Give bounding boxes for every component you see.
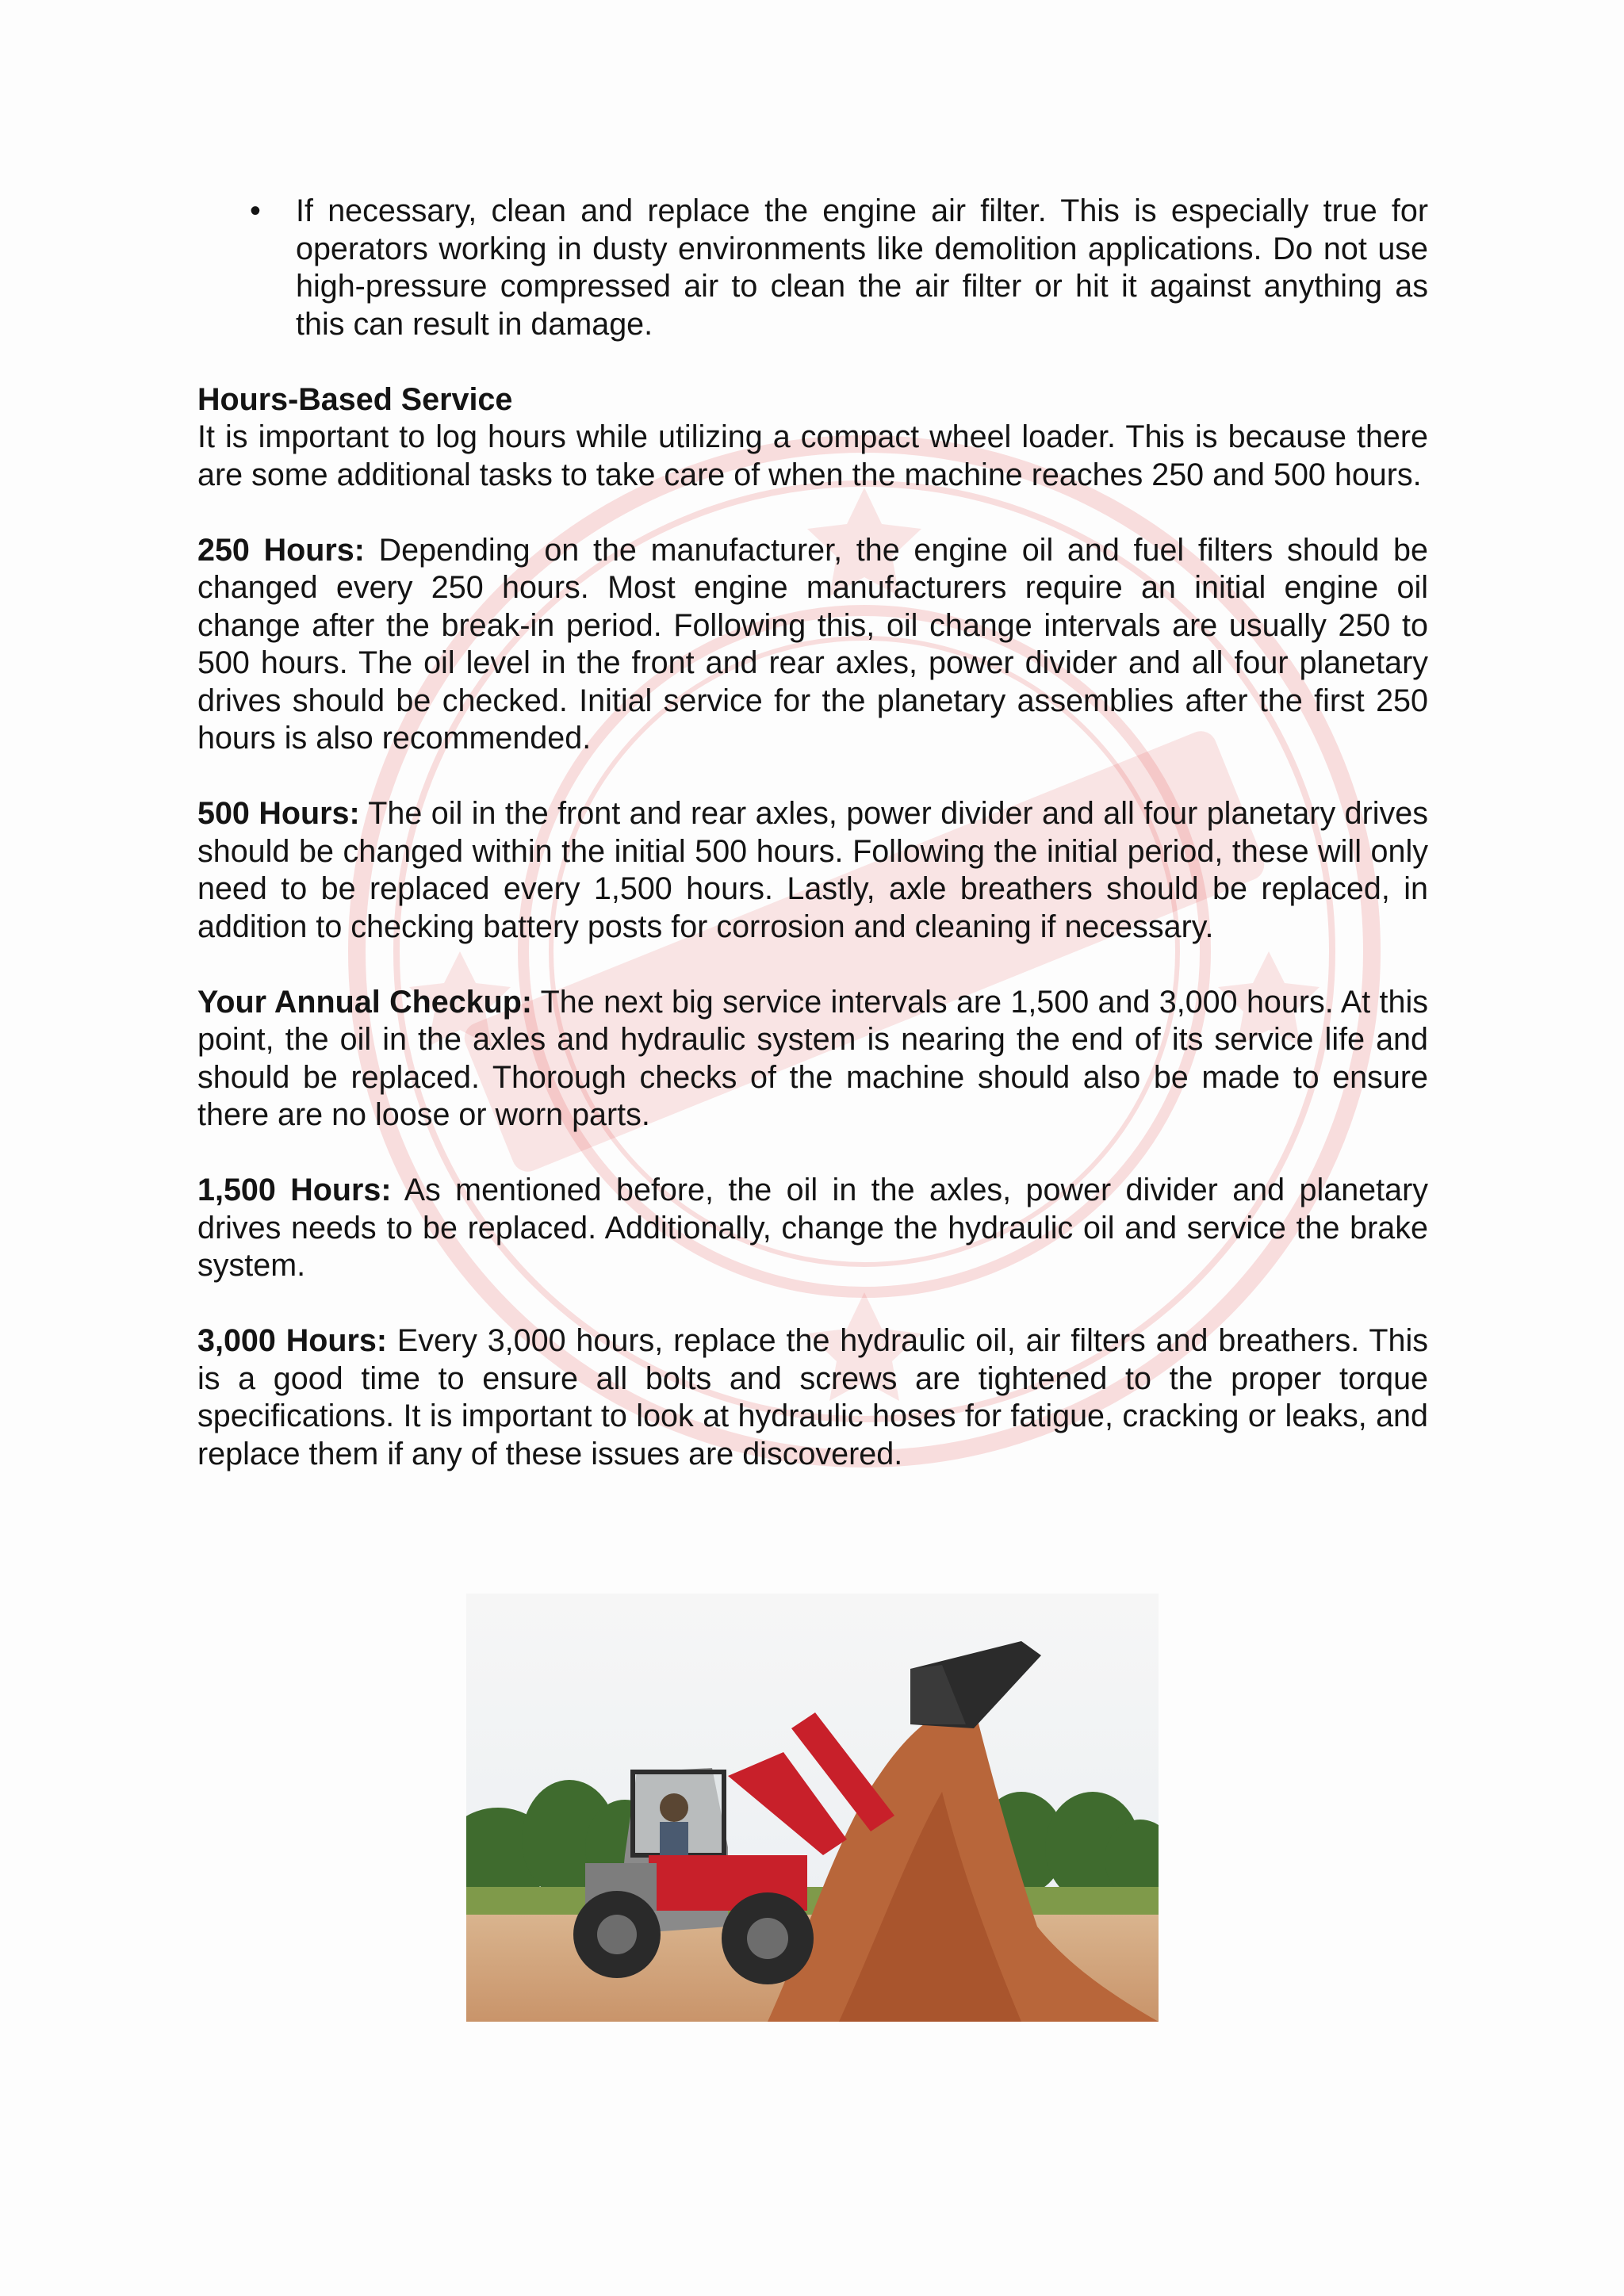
section-annual-checkup	[197, 984, 1428, 1135]
section-label: Your Annual Checkup:	[197, 984, 533, 1020]
section-label: 1,500 Hours:	[197, 1173, 392, 1207]
section-label: 500 Hours:	[197, 796, 360, 831]
hours-based-service-section	[197, 381, 1428, 495]
section-text: It is important to log hours while utilizing a compact wheel loader. This is because there are some additional tasks to take care of when the machine reaches 250 and 500 hours.	[197, 419, 1428, 492]
bullet-item	[197, 193, 1428, 343]
section-heading: Hours-Based Service	[197, 381, 513, 417]
section-text: The next big service intervals are 1,500 and 3,000 hours. At this point, the oil in the axles and hydraulic system is nearing the end of its service life and should be replaced. Thorough checks of the machine should also be made to ensure there are no loose or worn parts.	[197, 984, 1428, 1132]
section-250-hours	[197, 532, 1428, 758]
compact-wheel-loader-photo	[466, 1594, 1159, 2022]
bullet-text: If necessary, clean and replace the engine air filter. This is especially true for operators working in dusty environments like demolition applications. Do not use high-pressure compressed air to clean the air filter or hit it against anything as this can result in damage.	[296, 193, 1428, 342]
section-text: Depending on the manufacturer, the engine oil and fuel filters should be changed every 250 hours. Most engine manufacturers require an initial engine oil change after the break-in period. Following this, oil change intervals are usually 250 to 500 hours. The oil level in the front and rear axles, power divider and all four planetary drives should be checked. Initial service for the planetary assemblies after the first 250 hours is also recommended.	[197, 532, 1428, 756]
section-500-hours	[197, 795, 1428, 946]
bullet-marker: •	[250, 193, 261, 228]
document-body	[197, 193, 1428, 1511]
section-1500-hours	[197, 1172, 1428, 1285]
section-text: As mentioned before, the oil in the axles, power divider and planetary drives needs to be replaced. Additionally, change the hydraulic oil and service the brake system.	[197, 1173, 1428, 1283]
section-text: Every 3,000 hours, replace the hydraulic oil, air filters and breathers. This is a good time to ensure all bolts and screws are tightened to the proper torque specifications. It is important to look at hydraulic hoses for fatigue, cracking or leaks, and replace them if any of these issues are discovered.	[197, 1323, 1428, 1471]
section-label: 3,000 Hours:	[197, 1323, 387, 1358]
section-3000-hours	[197, 1322, 1428, 1473]
section-label: 250 Hours:	[197, 532, 365, 568]
section-text: The oil in the front and rear axles, power divider and all four planetary drives should be changed within the initial 500 hours. Following the initial period, these will only need to be replaced every 1,500 hours. Lastly, axle breathers should be replaced, in addition to checking battery posts for corrosion and cleaning if necessary.	[197, 796, 1428, 944]
